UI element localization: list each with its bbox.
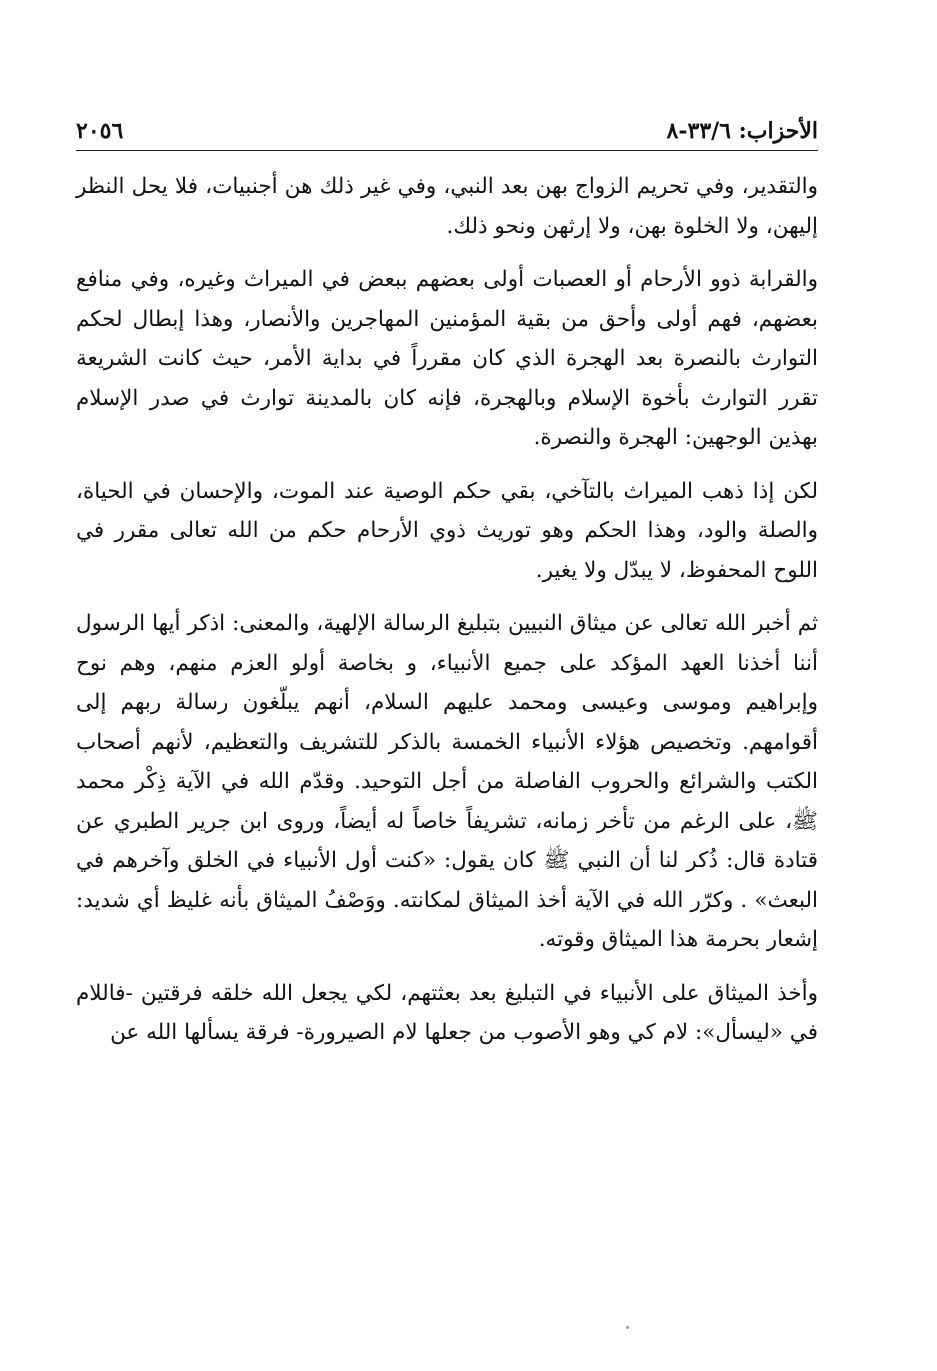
body-text [76, 167, 818, 1053]
book-page [76, 112, 818, 1067]
paragraph: والتقدير، وفي تحريم الزواج بهن بعد النبي، وفي غير ذلك هن أجنبيات، فلا يحل النظر إليهن، ولا الخلوة بهن، ولا إرثهن ونحو ذلك. [76, 174, 818, 239]
paragraph: والقرابة ذوو الأرحام أو العصبات أولى بعضهم ببعض في الميراث وغيره، وفي منافع بعضهم، فهم أولى وأحق من بقية المؤمنين المهاجرين والأنصار، وهذا إبطال لحكم التوارث بالنصرة بعد الهجرة الذي كان مقرراً في بداية الأمر، حيث كانت الشريعة تقرر التوارث بأخوة الإسلام وبالهجرة، فإنه كان بالمدينة توارث في صدر الإسلام بهذين الوجهين: الهجرة والنصرة. [76, 267, 818, 450]
paragraph: لكن إذا ذهب الميراث بالتآخي، بقي حكم الوصية عند الموت، والإحسان في الحياة، والصلة والود، وهذا الحكم وهو توريث ذوي الأرحام حكم من الله تعالى مقرر في اللوح المحفوظ، لا يبدّل ولا يغير. [76, 478, 818, 583]
paragraph: وأخذ الميثاق على الأنبياء في التبليغ بعد بعثتهم، لكي يجعل الله خلقه فرقتين -فاللام في «ليسأل»: لام كي وهو الأصوب من جعلها لام الصيرورة- فرقة يسألها الله عن [76, 980, 818, 1045]
page-header [76, 112, 818, 151]
paragraph: ثم أخبر الله تعالى عن ميثاق النبيين بتبليغ الرسالة الإلهية، والمعنى: اذكر أيها الرسول أننا أخذنا العهد المؤكد على جميع الأنبياء، و بخاصة أولو العزم منهم، وهم نوح وإبراهيم وموسى وعيسى ومحمد عليهم السلام، أنهم يبلّغون رسالة ربهم إلى أقوامهم. وتخصيص هؤلاء الأنبياء الخمسة بالذكر للتشريف والتعظيم، لأنهم أصحاب الكتب والشرائع والحروب الفاصلة من أجل التوحيد. وقدّم الله في الآية ذِكْر محمد ﷺ، على الرغم من تأخر زمانه، تشريفاً خاصاً له أيضاً، وروى ابن جرير الطبري عن قتادة قال: ذُكر لنا أن النبي ﷺ كان يقول: «كنت أول الأنبياء في الخلق وآخرهم في البعث» . وكرّر الله في الآية أخذ الميثاق لمكانته. ووَصْفُ الميثاق بأنه غليظ أي شديد: إشعار بحرمة هذا الميثاق وقوته. [76, 611, 818, 952]
page-number: ٢٠٥٦ [76, 118, 124, 144]
running-title: الأحزاب: ٣٣/٦-٨ [666, 118, 818, 144]
scan-speck [626, 1326, 629, 1329]
